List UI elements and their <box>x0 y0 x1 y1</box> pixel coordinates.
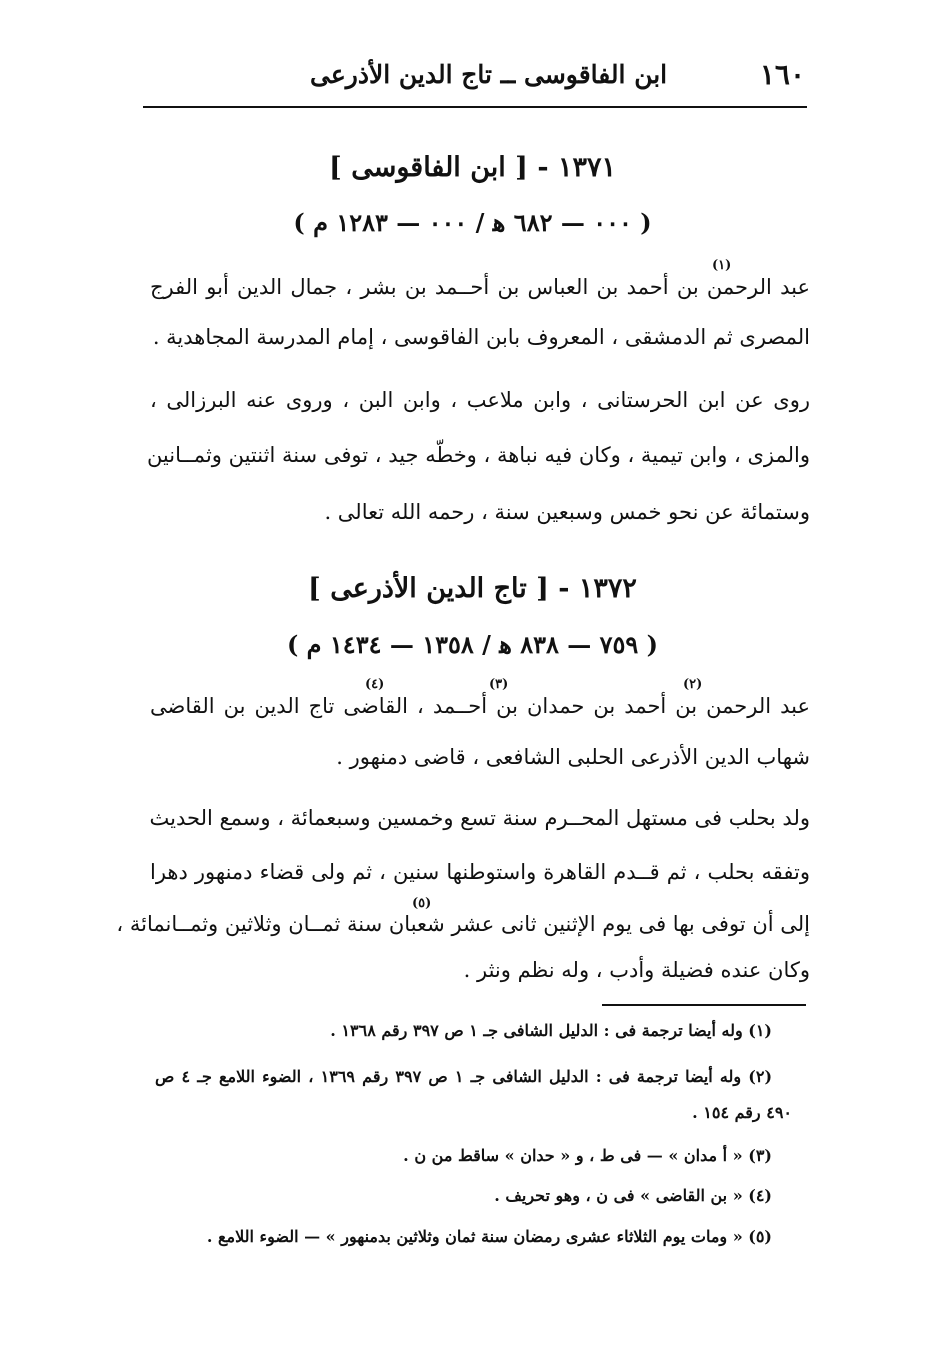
entry-title: ١٣٧١ - [ ابن الفاقوسى ] <box>329 152 616 183</box>
entry-text-line: وتفقه بحلب ، ثم قــدم القاهرة واستوطنها سنين ، ثم ولى قضاء دمنهور دهرا <box>150 860 810 884</box>
entry-text-line: عبد الرحمن بن أحمد بن حمدان بن أحــمد ، القاضى تاج الدين بن القاضى <box>150 694 810 718</box>
entry-text-line: عبد الرحمن بن أحمد بن العباس بن أحــمد بن بشر ، جمال الدين أبو الفرج <box>150 275 810 299</box>
entry-text-line: ولد بحلب فى مستهل المحــرم سنة تسع وخمسين وسبعمائة ، وسمع الحديث <box>149 806 810 830</box>
footnote-rule <box>602 1004 806 1006</box>
entry-text-line: روى عن ابن الحرستانى ، وابن ملاعب ، وابن البن ، وروى عنه البرزالى ، <box>150 388 810 412</box>
footnote: (٥) « ومات يوم الثلاثاء عشرى رمضان سنة ثمان وثلاثين بدمنهور » — الضوء اللامع . <box>206 1227 772 1246</box>
running-title: ابن الفاقوسى ــ تاج الدين الأذرعى <box>310 60 668 89</box>
footnote-marker: (٢) <box>683 677 703 692</box>
footnote: (٤) « بن القاضى » فى ن ، وهو تحريف . <box>494 1186 772 1205</box>
header-rule <box>143 106 807 108</box>
footnote: (٣) « أ مدان » — فى ط ، و « حدان » ساقط من ن . <box>403 1146 772 1165</box>
footnote-marker: (٣) <box>489 677 509 692</box>
footnote-marker: (٤) <box>365 677 385 692</box>
entry-text-line: شهاب الدين الأذرعى الحلبى الشافعى ، قاضى دمنهور . <box>336 745 810 769</box>
footnote-marker: (١) <box>712 258 732 273</box>
entry-text-line: وستمائة عن نحو خمس وسبعين سنة ، رحمه الله تعالى . <box>324 500 810 524</box>
entry-text-line: إلى أن توفى بها فى يوم الإثنين ثانى عشر شعبان سنة ثمــان وثلاثين وثمــانمائة ، <box>116 912 810 936</box>
entry-text-line: المصرى ثم الدمشقى ، المعروف بابن الفاقوسى ، إمام المدرسة المجاهدية . <box>152 325 810 349</box>
entry-title: ١٣٧٢ - [ تاج الدين الأذرعى ] <box>308 573 637 604</box>
footnote: (١) وله أيضا ترجمة فى : الدليل الشافى جـ ١ ص ٣٩٧ رقم ١٣٦٨ . <box>330 1021 772 1040</box>
entry-dates: ( ٧٥٩ — ٨٣٨ ﻫ / ١٣٥٨ — ١٤٣٤ م ) <box>286 630 659 659</box>
footnote: (٢) وله أيضا ترجمة فى : الدليل الشافى جـ ١ ص ٣٩٧ رقم ١٣٦٩ ، الضوء اللامع جـ ٤ ص <box>155 1067 773 1086</box>
entry-text-line: وكان عنده فضيلة وأدب ، وله نظم ونثر . <box>463 958 810 982</box>
entry-dates: ( ٠٠٠ — ٦٨٢ ﻫ / ٠٠٠ — ١٢٨٣ م ) <box>293 208 652 237</box>
entry-text-line: والمزى ، وابن تيمية ، وكان فيه نباهة ، وخطّه جيد ، توفى سنة اثنتين وثمــانين <box>146 443 810 467</box>
footnote-continuation: ٤٩٠ رقم ١٥٤ . <box>692 1103 792 1122</box>
running-header <box>140 58 805 102</box>
footnote-marker: (٥) <box>412 896 432 911</box>
page-number: ١٦٠ <box>759 58 805 91</box>
